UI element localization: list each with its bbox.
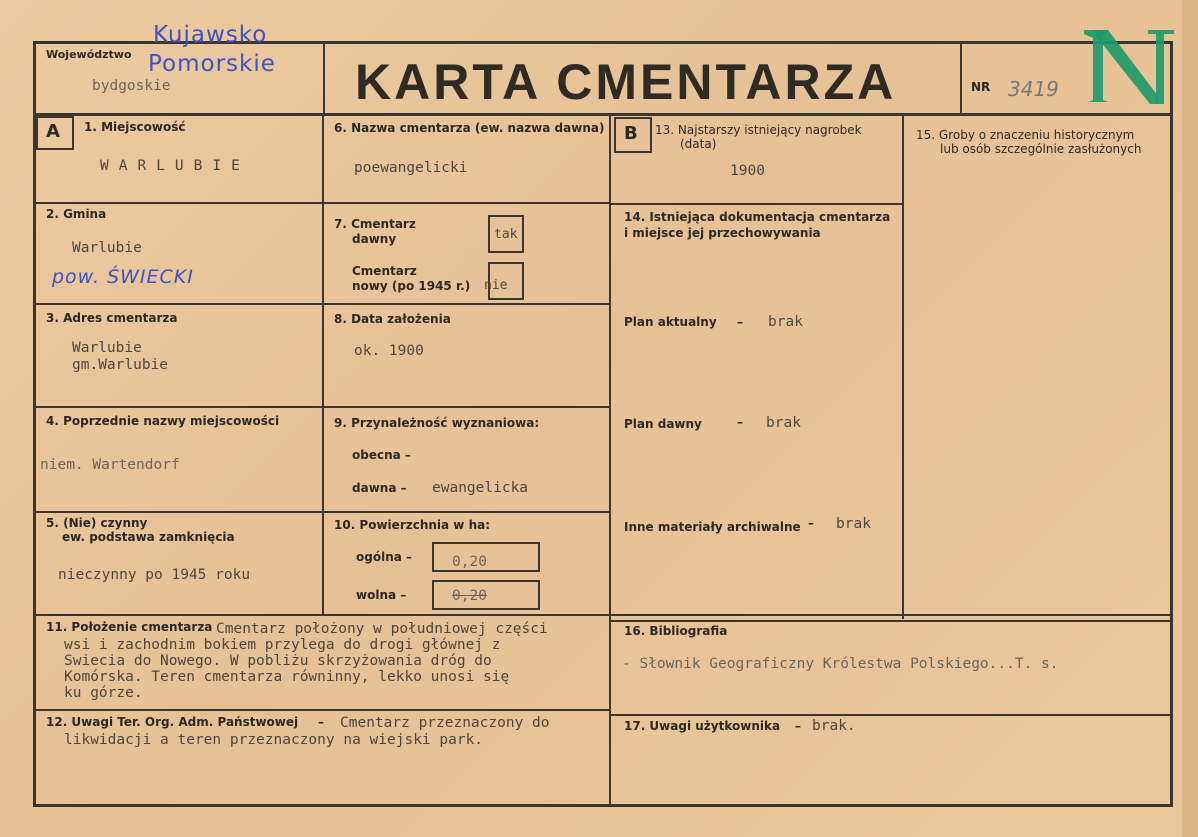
field-14-label-1: 14. Istniejąca dokumentacja cmentarza <box>624 210 891 224</box>
field-2-value: Warlubie <box>72 240 142 256</box>
field-16-value: - Słownik Geograficzny Królestwa Polskiego...T. s. <box>622 656 1059 672</box>
wojewodztwo-label: Województwo <box>46 48 132 61</box>
field-11-line-4: Komórska. Teren cmentarza równinny, lekko unosi się <box>64 669 510 685</box>
frame-right <box>1170 41 1173 806</box>
row-line-l3 <box>33 406 611 408</box>
field-5-label-2: ew. podstawa zamknięcia <box>62 530 235 544</box>
field-3-label: 3. Adres cmentarza <box>46 311 178 325</box>
field-4-label: 4. Poprzednie nazwy miejscowości <box>46 414 280 428</box>
field-12-line-2: likwidacji a teren przeznaczony na wiejski park. <box>64 732 484 748</box>
field-11-line-1: Cmentarz położony w południowej części <box>216 621 548 637</box>
nr-label: NR <box>971 80 991 94</box>
row-line-l6 <box>33 709 611 711</box>
field-6-value: poewangelicki <box>354 160 468 176</box>
col-line-2 <box>609 114 611 806</box>
field-4-value: niem. Wartendorf <box>40 457 180 473</box>
field-10-ogolna-label: ogólna – <box>356 550 413 564</box>
stamp-line-2: Pomorskie <box>148 51 276 77</box>
field-12-dash: – <box>318 715 324 729</box>
field-7-label-2b: nowy (po 1945 r.) <box>352 279 471 293</box>
field-3-line-1: Warlubie <box>72 340 142 356</box>
field-8-value: ok. 1900 <box>354 343 424 359</box>
corner-letter-n <box>1078 26 1178 106</box>
frame-left <box>33 41 36 806</box>
wojewodztwo-value: bydgoskie <box>92 78 171 94</box>
field-17-label: 17. Uwagi użytkownika <box>624 719 781 733</box>
plan-dawny-dash: – <box>737 415 743 429</box>
row-line-l2 <box>33 303 611 305</box>
inne-materialy-label: Inne materiały archiwalne <box>624 520 801 534</box>
field-8-label: 8. Data założenia <box>334 312 451 326</box>
field-11-line-2: wsi i zachodnim bokiem przylega do drogi głównej z <box>64 637 501 653</box>
inne-materialy-dash: – <box>808 516 814 530</box>
field-15-label-2: lub osób szczególnie zasłużonych <box>940 142 1142 156</box>
card-title: KARTA CMENTARZA <box>355 54 897 110</box>
field-9-dawna-value: ewangelicka <box>432 480 529 496</box>
field-6-label: 6. Nazwa cmentarza (ew. nazwa dawna) <box>334 121 605 135</box>
plan-dawny-value: brak <box>766 415 801 431</box>
field-17-value: brak. <box>812 718 856 734</box>
field-1-label: 1. Miejscowość <box>84 120 186 134</box>
field-5-label-1: 5. (Nie) czynny <box>46 516 148 530</box>
field-2-label: 2. Gmina <box>46 207 107 221</box>
plan-aktualny-value: brak <box>768 314 803 330</box>
plan-aktualny-dash: – <box>737 315 743 329</box>
field-7-label-2a: Cmentarz <box>352 264 417 278</box>
field-11-line-5: ku górze. <box>64 685 143 701</box>
header-vline-1 <box>323 41 325 115</box>
field-14-label-2: i miejsce jej przechowywania <box>624 226 821 240</box>
field-5-value: nieczynny po 1945 roku <box>58 567 251 583</box>
row-line-r1 <box>611 620 1173 622</box>
col-line-1 <box>322 114 324 616</box>
field-7-nowy-value: nie <box>484 278 508 293</box>
header-vline-2 <box>960 41 962 115</box>
field-17-dash: – <box>795 719 801 733</box>
frame-bottom <box>33 804 1173 807</box>
field-13-label-1: 13. Najstarszy istniejący nagrobek <box>655 123 862 137</box>
row-line-l4 <box>33 511 611 513</box>
row-line-l1 <box>33 202 611 204</box>
field-11-label: 11. Położenie cmentarza <box>46 620 213 634</box>
field-12-label: 12. Uwagi Ter. Org. Adm. Państwowej <box>46 715 299 729</box>
field-10-wolna-value: 0,20 <box>452 588 487 604</box>
field-1-value: WARLUBIE <box>100 158 250 174</box>
field-16-label: 16. Bibliografia <box>624 624 728 638</box>
field-7-label-1b: dawny <box>352 232 397 246</box>
col-line-3 <box>902 114 904 619</box>
inne-materialy-value: brak <box>836 516 871 532</box>
section-b-letter: B <box>624 123 638 144</box>
field-7-dawny-value: tak <box>494 227 518 242</box>
field-13-value: 1900 <box>730 163 765 179</box>
field-9-dawna-label: dawna – <box>352 481 407 495</box>
field-10-ogolna-value: 0,20 <box>452 554 487 570</box>
plan-aktualny-label: Plan aktualny <box>624 315 717 329</box>
field-11-line-3: Swiecia do Nowego. W pobliżu skrzyżowania dróg do <box>64 653 492 669</box>
field-12-line-1: Cmentarz przeznaczony do <box>340 715 550 731</box>
nr-value: 3419 <box>1008 77 1059 101</box>
row-line-l5 <box>33 614 1173 616</box>
row-line-r2 <box>611 714 1173 716</box>
field-13-label-2: (data) <box>680 137 717 151</box>
stamp-line-1: Kujawsko <box>153 22 268 48</box>
header-divider <box>33 113 1173 116</box>
section-a-letter: A <box>46 121 60 142</box>
field-15-label-1: 15. Groby o znaczeniu historycznym <box>916 128 1135 142</box>
field-10-wolna-label: wolna – <box>356 588 407 602</box>
card-edge <box>1182 0 1198 837</box>
field-7-label-1a: 7. Cmentarz <box>334 217 416 231</box>
field-3-line-2: gm.Warlubie <box>72 357 169 373</box>
field-10-label: 10. Powierzchnia w ha: <box>334 518 491 532</box>
field-2-handwritten: pow. ŚWIECKI <box>52 266 194 288</box>
plan-dawny-label: Plan dawny <box>624 417 702 431</box>
row-line-b1 <box>611 203 904 205</box>
field-9-obecna-label: obecna – <box>352 448 411 462</box>
field-9-label: 9. Przynależność wyznaniowa: <box>334 416 540 430</box>
